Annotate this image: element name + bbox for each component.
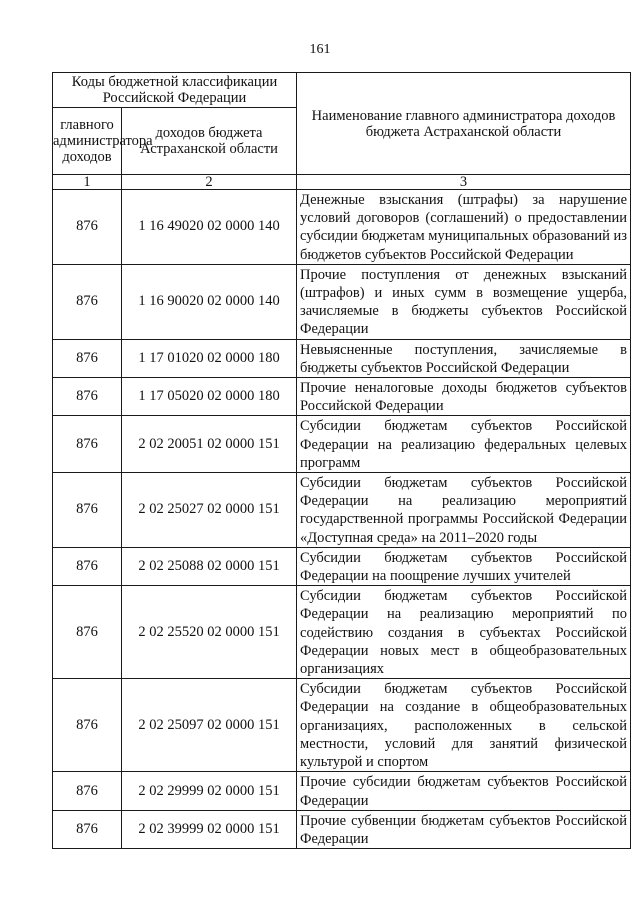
table-row [53, 679, 631, 772]
income-code-cell: 1 17 05020 02 0000 180 [122, 378, 297, 416]
admin-code-cell: 876 [53, 339, 122, 377]
admin-code-cell: 876 [53, 679, 122, 772]
income-name-cell: Невыясненные поступления, зачисляемые в бюджеты субъектов Российской Федерации [297, 339, 631, 377]
header-income-column: доходов бюджета Астраханской области [122, 108, 297, 175]
header-name-column: Наименование главного администратора доходов бюджета Астраханской области [297, 73, 631, 175]
table-row [53, 586, 631, 679]
table-row [53, 772, 631, 810]
income-name-cell: Субсидии бюджетам субъектов Российской Федерации на создание в общеобразовательных организациях, расположенных в сельской местности, условий для занятий физической культурой и спортом [297, 679, 631, 772]
income-code-cell: 2 02 25027 02 0000 151 [122, 473, 297, 548]
table-row [53, 264, 631, 339]
admin-code-cell: 876 [53, 810, 122, 848]
admin-code-cell: 876 [53, 586, 122, 679]
income-code-cell: 2 02 29999 02 0000 151 [122, 772, 297, 810]
income-code-cell: 1 16 49020 02 0000 140 [122, 190, 297, 265]
income-name-cell: Прочие субвенции бюджетам субъектов Российской Федерации [297, 810, 631, 848]
admin-code-cell: 876 [53, 190, 122, 265]
income-name-cell: Денежные взыскания (штрафы) за нарушение условий договоров (соглашений) о предоставлении субсидии бюджетам муниципальных образований из бюджетов субъектов Российской Федерации [297, 190, 631, 265]
admin-code-cell: 876 [53, 264, 122, 339]
table-row [53, 378, 631, 416]
income-code-cell: 2 02 39999 02 0000 151 [122, 810, 297, 848]
income-name-cell: Субсидии бюджетам субъектов Российской Федерации на реализацию мероприятий по содействию создания в субъектах Российской Федерации новых мест в общеобразовательных организациях [297, 586, 631, 679]
table-row [53, 416, 631, 473]
table-row [53, 339, 631, 377]
income-code-cell: 2 02 25097 02 0000 151 [122, 679, 297, 772]
income-code-cell: 2 02 20051 02 0000 151 [122, 416, 297, 473]
column-number-row [53, 175, 631, 190]
income-name-cell: Прочие поступления от денежных взысканий (штрафов) и иных сумм в возмещение ущерба, зачисляемые в бюджеты субъектов Российской Федерации [297, 264, 631, 339]
admin-code-cell: 876 [53, 473, 122, 548]
admin-code-cell: 876 [53, 772, 122, 810]
income-name-cell: Прочие субсидии бюджетам субъектов Российской Федерации [297, 772, 631, 810]
header-row-top [53, 73, 631, 108]
income-code-cell: 1 17 01020 02 0000 180 [122, 339, 297, 377]
income-name-cell: Субсидии бюджетам субъектов Российской Федерации на реализацию мероприятий государственной программы Российской Федерации «Доступная среда» на 2011–2020 годы [297, 473, 631, 548]
admin-code-cell: 876 [53, 416, 122, 473]
column-number-2: 2 [122, 175, 297, 190]
header-admin-column: главного администратора доходов [53, 108, 122, 175]
admin-code-cell: 876 [53, 547, 122, 585]
income-name-cell: Субсидии бюджетам субъектов Российской Федерации на реализацию федеральных целевых программ [297, 416, 631, 473]
income-name-cell: Прочие неналоговые доходы бюджетов субъектов Российской Федерации [297, 378, 631, 416]
income-name-cell: Субсидии бюджетам субъектов Российской Федерации на поощрение лучших учителей [297, 547, 631, 585]
income-code-cell: 2 02 25520 02 0000 151 [122, 586, 297, 679]
admin-code-cell: 876 [53, 378, 122, 416]
table-row [53, 810, 631, 848]
table-row [53, 547, 631, 585]
table-row [53, 190, 631, 265]
page-number: 161 [309, 42, 331, 57]
column-number-3: 3 [297, 175, 631, 190]
income-code-cell: 2 02 25088 02 0000 151 [122, 547, 297, 585]
column-number-1: 1 [53, 175, 122, 190]
income-code-cell: 1 16 90020 02 0000 140 [122, 264, 297, 339]
header-codes-group: Коды бюджетной классификации Российской Федерации [53, 73, 297, 108]
table-row [53, 473, 631, 548]
budget-classification-table [52, 72, 631, 849]
